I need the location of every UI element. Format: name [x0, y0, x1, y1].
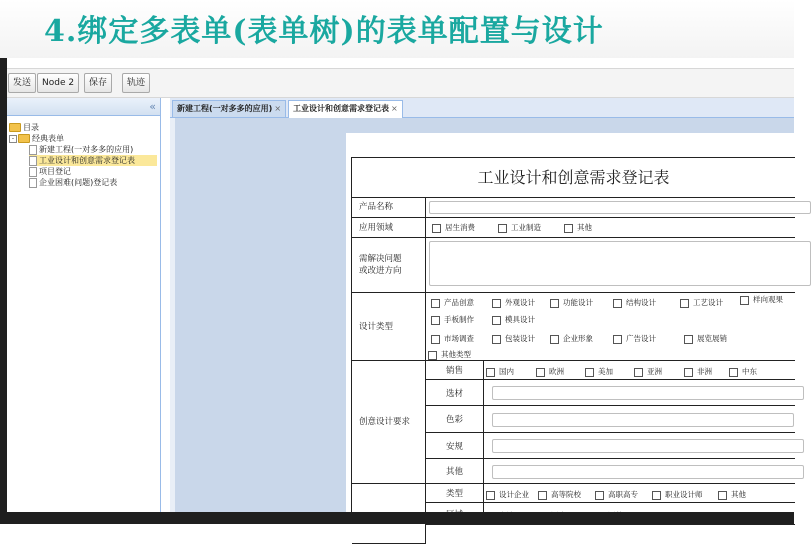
tree-node-new-project[interactable]: 新建工程(一对多多的应用) [29, 144, 133, 155]
left-border [0, 58, 7, 524]
node-button[interactable]: Node 2 [37, 73, 79, 93]
design-option[interactable]: 样向观果 [740, 294, 783, 305]
design-option[interactable]: 工艺设计 [680, 297, 723, 308]
tree-node-classic-forms[interactable]: - 经典表单 [9, 133, 64, 144]
tab-industrial-design[interactable]: 工业设计和创意需求登记表 × [288, 100, 403, 118]
design-type-label: 设计类型 [352, 293, 426, 361]
collapse-icon[interactable]: « [149, 100, 156, 113]
application-option[interactable]: 其他 [564, 222, 592, 233]
registration-form [351, 157, 795, 514]
type-option[interactable]: 高职高专 [595, 489, 638, 500]
close-icon[interactable]: × [391, 104, 398, 113]
type-option[interactable]: 职业设计师 [652, 489, 703, 500]
application-option[interactable]: 居生消费 [432, 222, 475, 233]
color-input[interactable] [492, 413, 794, 427]
collapse-toggle-icon[interactable]: - [9, 135, 17, 143]
design-option[interactable]: 模具设计 [492, 314, 535, 325]
design-option[interactable]: 企业形象 [550, 333, 593, 344]
form-canvas [175, 118, 794, 512]
form-tree-panel [7, 98, 161, 512]
tree-node-enterprise-difficulty[interactable]: 企业困难(问题)登记表 [29, 177, 117, 188]
send-button[interactable]: 发送 [8, 73, 36, 93]
tree-node-root[interactable]: 目录 [9, 122, 39, 133]
document-icon [29, 178, 37, 188]
save-button[interactable]: 保存 [84, 73, 112, 93]
service-type-label: 类型 [426, 484, 484, 503]
track-button[interactable]: 轨迹 [122, 73, 150, 93]
slide-title-bar [0, 0, 794, 58]
folder-icon [9, 123, 21, 132]
sales-option[interactable]: 国内 [486, 366, 514, 377]
other-input[interactable] [492, 465, 804, 479]
material-label: 选材 [426, 380, 484, 406]
folder-icon [18, 134, 30, 143]
problem-textarea[interactable] [429, 241, 811, 286]
bottom-border [0, 512, 794, 524]
application-field-label: 应用领域 [352, 218, 426, 238]
design-option[interactable]: 结构设计 [613, 297, 656, 308]
design-option[interactable]: 其他类型 [428, 349, 471, 360]
design-option[interactable]: 功能设计 [550, 297, 593, 308]
toolbar [0, 68, 794, 98]
other-label: 其他 [426, 459, 484, 484]
sales-label: 销售 [426, 361, 484, 380]
color-label: 色彩 [426, 406, 484, 433]
design-option[interactable]: 外观设计 [492, 297, 535, 308]
problem-label: 需解决问题或改进方向 [352, 238, 426, 293]
tab-new-project[interactable]: 新建工程(一对多多的应用) × [172, 100, 286, 117]
tree-node-industrial-design[interactable]: 工业设计和创意需求登记表 [29, 155, 157, 166]
type-option[interactable]: 高等院校 [538, 489, 581, 500]
type-option[interactable]: 其他 [718, 489, 746, 500]
design-option[interactable]: 展览展销 [684, 333, 727, 344]
form-paper [346, 133, 794, 513]
tree-panel-header [7, 98, 160, 116]
design-option[interactable]: 市场调查 [431, 333, 474, 344]
document-icon [29, 156, 37, 166]
main-panel [170, 98, 794, 512]
design-option[interactable]: 手板制作 [431, 314, 474, 325]
sales-option[interactable]: 欧洲 [536, 366, 564, 377]
document-icon [29, 167, 37, 177]
close-icon[interactable]: × [274, 104, 282, 113]
sales-option[interactable]: 非洲 [684, 366, 712, 377]
sales-option[interactable]: 美加 [585, 366, 613, 377]
slide-title: 4.绑定多表单(表单树)的表单配置与设计 [44, 14, 604, 49]
material-input[interactable] [492, 386, 804, 400]
product-name-label: 产品名称 [352, 197, 426, 218]
tree-node-project-registration[interactable]: 项目登记 [29, 166, 71, 177]
sales-option[interactable]: 亚洲 [634, 366, 662, 377]
safety-label: 安规 [426, 433, 484, 459]
sales-option[interactable]: 中东 [729, 366, 757, 377]
form-title: 工业设计和创意需求登记表 [352, 158, 795, 198]
design-option[interactable]: 产品创意 [431, 297, 474, 308]
document-icon [29, 145, 37, 155]
type-option[interactable]: 设计企业 [486, 489, 529, 500]
design-option[interactable]: 包装设计 [492, 333, 535, 344]
product-name-input[interactable] [429, 201, 811, 214]
application-option[interactable]: 工业制造 [498, 222, 541, 233]
design-option[interactable]: 广告设计 [613, 333, 656, 344]
safety-input[interactable] [492, 439, 804, 453]
creative-req-label: 创意设计要求 [352, 361, 426, 484]
tab-bar [170, 98, 794, 118]
